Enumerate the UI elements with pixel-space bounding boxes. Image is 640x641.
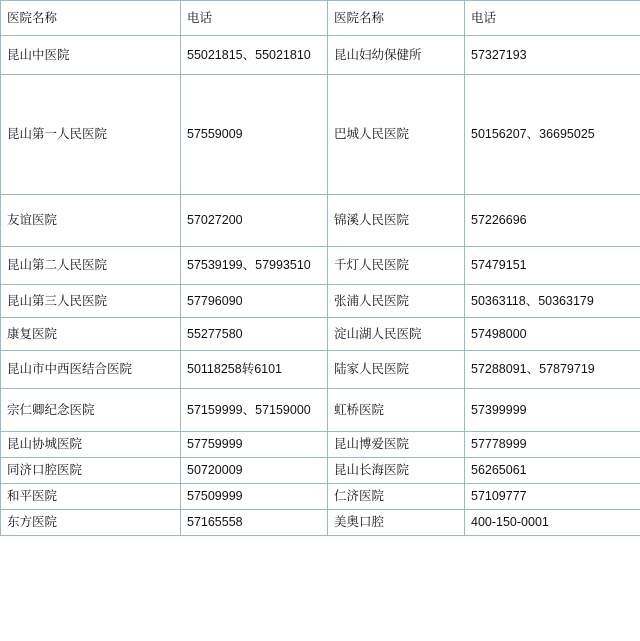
cell-hospital-name: 锦溪人民医院 <box>328 195 465 247</box>
cell-hospital-name: 昆山第一人民医院 <box>1 75 181 195</box>
cell-phone: 400-150-0001 <box>465 510 640 536</box>
cell-hospital-name: 同济口腔医院 <box>1 458 181 484</box>
cell-hospital-name: 仁济医院 <box>328 484 465 510</box>
table-row <box>1 432 640 458</box>
cell-phone: 57109777 <box>465 484 640 510</box>
cell-hospital-name: 昆山第三人民医院 <box>1 285 181 318</box>
table-header-row <box>1 1 640 36</box>
cell-phone: 57159999、57159000 <box>181 389 328 432</box>
table-row <box>1 36 640 75</box>
cell-phone: 57559009 <box>181 75 328 195</box>
column-header-hospital-name-left: 医院名称 <box>1 1 181 36</box>
cell-phone: 50720009 <box>181 458 328 484</box>
cell-phone: 55021815、55021810 <box>181 36 328 75</box>
cell-phone: 57796090 <box>181 285 328 318</box>
table-row <box>1 389 640 432</box>
table-row <box>1 510 640 536</box>
cell-phone: 57327193 <box>465 36 640 75</box>
cell-hospital-name: 昆山中医院 <box>1 36 181 75</box>
cell-hospital-name: 昆山长海医院 <box>328 458 465 484</box>
cell-phone: 57165558 <box>181 510 328 536</box>
cell-phone: 57399999 <box>465 389 640 432</box>
cell-hospital-name: 昆山妇幼保健所 <box>328 36 465 75</box>
cell-phone: 57479151 <box>465 247 640 285</box>
table-row <box>1 75 640 195</box>
cell-hospital-name: 昆山市中西医结合医院 <box>1 351 181 389</box>
cell-phone: 57288091、57879719 <box>465 351 640 389</box>
cell-hospital-name: 友谊医院 <box>1 195 181 247</box>
column-header-phone-left: 电话 <box>181 1 328 36</box>
cell-phone: 57509999 <box>181 484 328 510</box>
cell-phone: 55277580 <box>181 318 328 351</box>
cell-hospital-name: 张浦人民医院 <box>328 285 465 318</box>
table-row <box>1 285 640 318</box>
table-row <box>1 484 640 510</box>
cell-hospital-name: 美奥口腔 <box>328 510 465 536</box>
table-row <box>1 318 640 351</box>
cell-hospital-name: 康复医院 <box>1 318 181 351</box>
cell-hospital-name: 淀山湖人民医院 <box>328 318 465 351</box>
table-row <box>1 195 640 247</box>
cell-phone: 57778999 <box>465 432 640 458</box>
cell-phone: 57759999 <box>181 432 328 458</box>
cell-phone: 57539199、57993510 <box>181 247 328 285</box>
column-header-hospital-name-right: 医院名称 <box>328 1 465 36</box>
table-row <box>1 247 640 285</box>
table-body <box>1 36 640 536</box>
cell-hospital-name: 宗仁卿纪念医院 <box>1 389 181 432</box>
cell-phone: 56265061 <box>465 458 640 484</box>
cell-hospital-name: 千灯人民医院 <box>328 247 465 285</box>
cell-hospital-name: 东方医院 <box>1 510 181 536</box>
cell-hospital-name: 和平医院 <box>1 484 181 510</box>
column-header-phone-right: 电话 <box>465 1 640 36</box>
table-row <box>1 351 640 389</box>
cell-phone: 57027200 <box>181 195 328 247</box>
cell-hospital-name: 昆山第二人民医院 <box>1 247 181 285</box>
cell-phone: 57498000 <box>465 318 640 351</box>
cell-phone: 50156207、36695025 <box>465 75 640 195</box>
table-row <box>1 458 640 484</box>
cell-hospital-name: 昆山协城医院 <box>1 432 181 458</box>
cell-phone: 50118258转6101 <box>181 351 328 389</box>
cell-hospital-name: 昆山博爱医院 <box>328 432 465 458</box>
cell-hospital-name: 巴城人民医院 <box>328 75 465 195</box>
cell-phone: 57226696 <box>465 195 640 247</box>
cell-phone: 50363118、50363179 <box>465 285 640 318</box>
cell-hospital-name: 虹桥医院 <box>328 389 465 432</box>
cell-hospital-name: 陆家人民医院 <box>328 351 465 389</box>
